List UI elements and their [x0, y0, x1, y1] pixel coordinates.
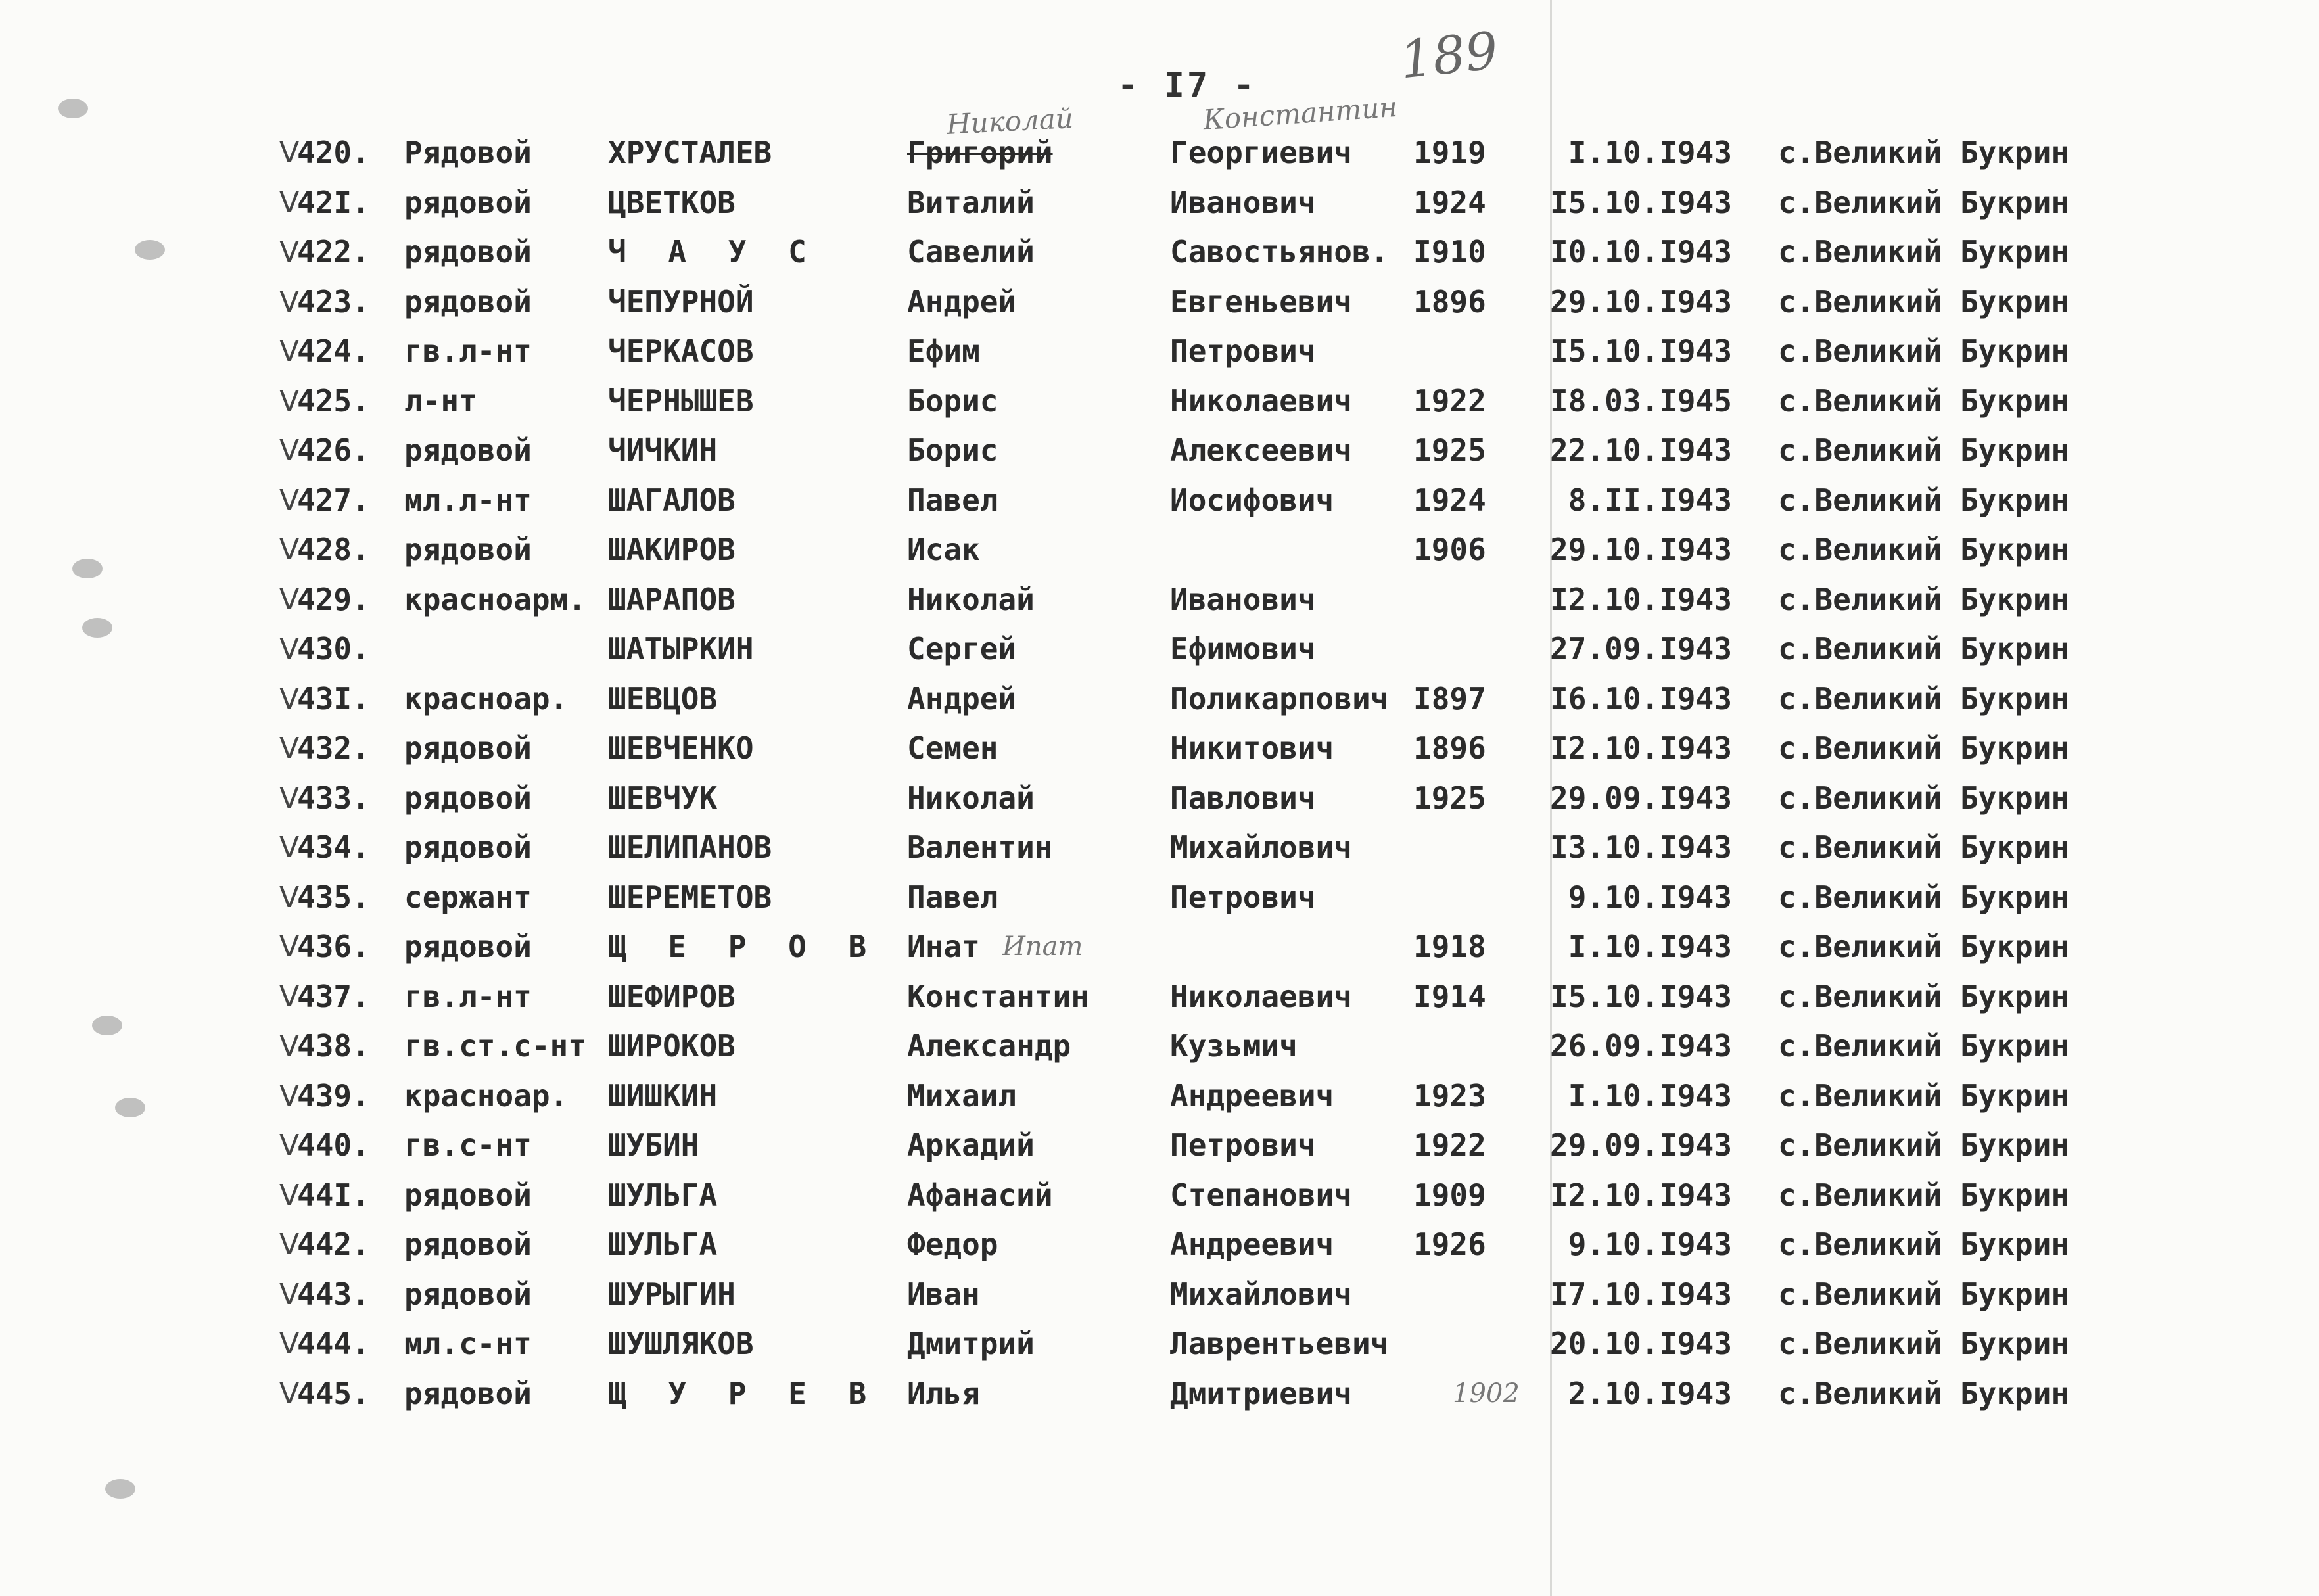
patronymic: Михайлович: [1170, 830, 1352, 865]
military-rank: гв.ст.с-нт: [404, 1028, 586, 1064]
table-row: [0, 1319, 2319, 1369]
death-date: 29.09.I943: [1550, 1127, 1732, 1163]
table-row: [0, 873, 2319, 923]
surname: ШУБИН: [608, 1127, 699, 1163]
table-row: [0, 674, 2319, 724]
punch-hole: [135, 240, 165, 260]
table-row: [0, 277, 2319, 327]
patronymic: Иванович: [1170, 184, 1316, 220]
given-name: Исак: [907, 532, 980, 567]
surname: ШУЛЬГА: [608, 1177, 718, 1213]
patronymic: Андреевич: [1170, 1077, 1334, 1114]
burial-place: с.Великий Букрин: [1778, 631, 2070, 667]
birth-year: I910: [1413, 234, 1486, 270]
check-mark: V: [279, 979, 300, 1014]
table-row: [0, 624, 2319, 674]
check-mark: V: [279, 1376, 300, 1411]
military-rank: рядовой: [404, 1276, 532, 1312]
birth-year: 1922: [1413, 383, 1486, 419]
burial-place: с.Великий Букрин: [1778, 135, 2070, 170]
birth-year: 1918: [1413, 929, 1486, 964]
punch-hole: [72, 559, 103, 578]
check-mark: V: [279, 732, 300, 765]
given-name: Григорий: [907, 135, 1053, 170]
burial-place: с.Великий Букрин: [1778, 283, 2070, 319]
patronymic: Андреевич: [1170, 1227, 1334, 1262]
table-row: [0, 525, 2319, 575]
birth-year: 1896: [1413, 283, 1486, 319]
burial-place: с.Великий Букрин: [1778, 482, 2070, 518]
surname: ЦВЕТКОВ: [608, 184, 736, 220]
record-number: 445.: [297, 1375, 370, 1411]
table-row: [0, 724, 2319, 774]
burial-place: с.Великий Букрин: [1778, 879, 2070, 915]
surname: Щ У Р Е В: [608, 1375, 879, 1411]
check-mark: V: [279, 533, 300, 567]
military-rank: красноар.: [404, 1077, 569, 1114]
death-date: 20.10.I943: [1550, 1326, 1732, 1361]
surname: ШЕВЦОВ: [608, 680, 718, 716]
record-number: 43I.: [297, 680, 370, 716]
burial-place: с.Великий Букрин: [1778, 1177, 2070, 1213]
check-mark: V: [279, 434, 300, 467]
record-number: 422.: [297, 234, 370, 270]
military-rank: мл.с-нт: [404, 1326, 532, 1361]
given-name: Афанасий: [907, 1177, 1053, 1213]
patronymic: Николаевич: [1170, 383, 1352, 419]
death-date: 8.II.I943: [1568, 482, 1732, 518]
patronymic: Николаевич: [1170, 978, 1352, 1014]
record-number: 439.: [297, 1077, 370, 1114]
death-date: 22.10.I943: [1550, 433, 1732, 468]
given-name: Инат: [907, 929, 980, 964]
given-name: Аркадий: [907, 1127, 1035, 1163]
military-rank: сержант: [404, 879, 532, 915]
punch-hole: [92, 1016, 122, 1035]
given-name: Федор: [907, 1227, 998, 1262]
birth-year: 1922: [1413, 1127, 1486, 1163]
patronymic: Лаврентьевич: [1170, 1326, 1389, 1361]
record-number: 44I.: [297, 1177, 370, 1213]
check-mark: V: [279, 235, 300, 269]
record-number: 425.: [297, 383, 370, 419]
burial-place: с.Великий Букрин: [1778, 532, 2070, 567]
patronymic: Алексеевич: [1170, 433, 1352, 468]
death-date: I.10.I943: [1568, 929, 1732, 964]
punch-hole: [105, 1479, 135, 1499]
given-name: Павел: [907, 482, 998, 518]
burial-place: с.Великий Букрин: [1778, 680, 2070, 716]
burial-place: с.Великий Букрин: [1778, 1375, 2070, 1411]
page-number: - I7 -: [1117, 66, 1257, 105]
given-name: Савелий: [907, 234, 1035, 270]
record-number: 433.: [297, 780, 370, 816]
birth-year: 1909: [1413, 1177, 1486, 1213]
table-row: [0, 1369, 2319, 1419]
surname: ШЕФИРОВ: [608, 978, 736, 1014]
punch-hole: [115, 1098, 145, 1117]
birth-year: 1925: [1413, 433, 1486, 468]
military-rank: гв.с-нт: [404, 1127, 532, 1163]
death-date: I2.10.I943: [1550, 581, 1732, 617]
check-mark: V: [279, 1327, 300, 1361]
given-name: Ефим: [907, 333, 980, 369]
record-number: 436.: [297, 929, 370, 964]
surname: ШЕВЧЕНКО: [608, 730, 754, 766]
given-name: Константин: [907, 978, 1089, 1014]
military-rank: рядовой: [404, 780, 532, 816]
record-number: 428.: [297, 532, 370, 567]
death-date: I5.10.I943: [1550, 184, 1732, 220]
given-name: Николай: [907, 780, 1035, 816]
surname: ШИШКИН: [608, 1077, 718, 1114]
military-rank: гв.л-нт: [404, 978, 532, 1014]
burial-place: с.Великий Букрин: [1778, 581, 2070, 617]
given-name: Валентин: [907, 830, 1053, 865]
birth-year: 1924: [1413, 184, 1486, 220]
surname: ШЕРЕМЕТОВ: [608, 879, 772, 915]
patronymic: Георгиевич: [1170, 135, 1352, 170]
table-row: [0, 922, 2319, 972]
surname: ШЕВЧУК: [608, 780, 718, 816]
record-number: 434.: [297, 830, 370, 865]
table-row: [0, 774, 2319, 824]
burial-place: с.Великий Букрин: [1778, 184, 2070, 220]
given-name: Александр: [907, 1028, 1071, 1064]
death-date: I.10.I943: [1568, 135, 1732, 170]
table-row: [0, 1071, 2319, 1121]
death-date: I8.03.I945: [1550, 383, 1732, 419]
check-mark: V: [279, 1129, 300, 1162]
death-date: 29.09.I943: [1550, 780, 1732, 816]
record-number: 437.: [297, 978, 370, 1014]
archive-number-handwritten: 189: [1397, 21, 1501, 91]
surname: ШЕЛИПАНОВ: [608, 830, 772, 865]
record-number: 423.: [297, 283, 370, 319]
check-mark: V: [279, 831, 300, 864]
table-row: [0, 1171, 2319, 1221]
table-row: [0, 227, 2319, 277]
military-rank: рядовой: [404, 929, 532, 964]
birth-year: I914: [1413, 978, 1486, 1014]
death-date: I0.10.I943: [1550, 234, 1732, 270]
record-number: 426.: [297, 433, 370, 468]
table-row: [0, 327, 2319, 377]
given-name: Андрей: [907, 283, 1017, 319]
check-mark: V: [279, 1029, 300, 1063]
surname: ШИРОКОВ: [608, 1028, 736, 1064]
patronymic: Степанович: [1170, 1177, 1352, 1213]
surname: ШАТЫРКИН: [608, 631, 754, 667]
death-date: I2.10.I943: [1550, 730, 1732, 766]
death-date: 27.09.I943: [1550, 631, 1732, 667]
record-number: 442.: [297, 1227, 370, 1262]
table-row: [0, 377, 2319, 427]
birth-year: 1906: [1413, 532, 1486, 567]
table-row: [0, 178, 2319, 228]
birth-year: 1896: [1413, 730, 1486, 766]
military-rank: рядовой: [404, 283, 532, 319]
record-number: 443.: [297, 1276, 370, 1312]
record-number: 432.: [297, 730, 370, 766]
military-rank: рядовой: [404, 532, 532, 567]
surname: ШУШЛЯКОВ: [608, 1326, 754, 1361]
surname: Щ Е Р О В: [608, 929, 879, 964]
death-date: 2.10.I943: [1568, 1375, 1732, 1411]
table-row: [0, 1121, 2319, 1171]
given-name: Павел: [907, 879, 998, 915]
record-number: 424.: [297, 333, 370, 369]
birth-year: I897: [1413, 680, 1486, 716]
given-name: Иван: [907, 1276, 980, 1312]
military-rank: рядовой: [404, 1375, 532, 1411]
military-rank: Рядовой: [404, 135, 532, 170]
record-number: 427.: [297, 482, 370, 518]
surname: ХРУСТАЛЕВ: [608, 135, 772, 170]
check-mark: V: [279, 185, 300, 220]
check-mark: V: [279, 781, 300, 815]
punch-hole: [58, 99, 88, 118]
military-rank: рядовой: [404, 234, 532, 270]
surname: ШАРАПОВ: [608, 581, 736, 617]
death-date: I3.10.I943: [1550, 830, 1732, 865]
table-row: [0, 972, 2319, 1022]
given-name: Виталий: [907, 184, 1035, 220]
death-date: 26.09.I943: [1550, 1028, 1732, 1064]
check-mark: V: [279, 582, 300, 617]
check-mark: V: [279, 1178, 300, 1212]
death-date: 9.10.I943: [1568, 879, 1732, 915]
patronymic: Петрович: [1170, 333, 1316, 369]
table-row: [0, 1270, 2319, 1320]
given-name: Борис: [907, 433, 998, 468]
death-date: I5.10.I943: [1550, 978, 1732, 1014]
patronymic: Евгеньевич: [1170, 283, 1352, 319]
burial-place: с.Великий Букрин: [1778, 1028, 2070, 1064]
military-rank: рядовой: [404, 730, 532, 766]
death-date: 29.10.I943: [1550, 283, 1732, 319]
patronymic: Поликарпович: [1170, 680, 1389, 716]
burial-place: с.Великий Букрин: [1778, 780, 2070, 816]
patronymic: Никитович: [1170, 730, 1334, 766]
punch-hole: [82, 618, 112, 638]
patronymic: Петрович: [1170, 1127, 1316, 1163]
death-date: I7.10.I943: [1550, 1276, 1732, 1312]
death-date: 9.10.I943: [1568, 1227, 1732, 1262]
birth-year: 1924: [1413, 482, 1486, 518]
military-rank: рядовой: [404, 1177, 532, 1213]
military-rank: мл.л-нт: [404, 482, 532, 518]
death-date: 29.10.I943: [1550, 532, 1732, 567]
burial-list: [0, 128, 2319, 1419]
record-number: 435.: [297, 879, 370, 915]
check-mark: V: [279, 682, 300, 716]
check-mark: V: [279, 1277, 300, 1311]
birth-year: 1923: [1413, 1077, 1486, 1114]
surname: ЧЕПУРНОЙ: [608, 283, 754, 319]
patronymic: Павлович: [1170, 780, 1316, 816]
handwritten-year-annotation: 1902: [1453, 1378, 1520, 1409]
death-date: I2.10.I943: [1550, 1177, 1732, 1213]
given-name: Михаил: [907, 1077, 1017, 1114]
surname: ШУРЫГИН: [608, 1276, 736, 1312]
birth-year: 1926: [1413, 1227, 1486, 1262]
military-rank: рядовой: [404, 1227, 532, 1262]
burial-place: с.Великий Букрин: [1778, 1127, 2070, 1163]
record-number: 420.: [297, 135, 370, 170]
death-date: I5.10.I943: [1550, 333, 1732, 369]
military-rank: рядовой: [404, 184, 532, 220]
patronymic: Петрович: [1170, 879, 1316, 915]
given-name: Дмитрий: [907, 1326, 1035, 1361]
surname: ШАГАЛОВ: [608, 482, 736, 518]
death-date: I6.10.I943: [1550, 680, 1732, 716]
burial-place: с.Великий Букрин: [1778, 1227, 2070, 1262]
surname: ЧЕРКАСОВ: [608, 333, 754, 369]
patronymic: Михайлович: [1170, 1276, 1352, 1312]
military-rank: красноар.: [404, 680, 569, 716]
check-mark: V: [279, 285, 300, 319]
patronymic: Савостьянов.: [1170, 234, 1389, 270]
given-name: Николай: [907, 581, 1035, 617]
patronymic: Ефимович: [1170, 631, 1316, 667]
given-name: Семен: [907, 730, 998, 766]
burial-place: с.Великий Букрин: [1778, 1326, 2070, 1361]
check-mark: V: [279, 483, 300, 517]
surname: Ч А У С: [608, 234, 818, 270]
given-name: Сергей: [907, 631, 1017, 667]
record-number: 438.: [297, 1028, 370, 1064]
record-number: 430.: [297, 631, 370, 667]
given-name: Андрей: [907, 680, 1017, 716]
table-row: [0, 1021, 2319, 1071]
handwritten-given-name-correction: Николай: [945, 101, 1075, 141]
record-number: 440.: [297, 1127, 370, 1163]
given-name: Илья: [907, 1375, 980, 1411]
record-number: 444.: [297, 1326, 370, 1361]
check-mark: V: [279, 880, 300, 914]
patronymic: Дмитриевич: [1170, 1375, 1352, 1411]
table-row: [0, 1220, 2319, 1270]
check-mark: V: [279, 1079, 300, 1113]
check-mark: V: [279, 1228, 300, 1261]
surname: ЧЕРНЫШЕВ: [608, 383, 754, 419]
burial-place: с.Великий Букрин: [1778, 730, 2070, 766]
patronymic: Кузьмич: [1170, 1028, 1298, 1064]
burial-place: с.Великий Букрин: [1778, 929, 2070, 964]
check-mark: V: [279, 930, 300, 964]
check-mark: V: [279, 136, 300, 170]
military-rank: гв.л-нт: [404, 333, 532, 369]
military-rank: рядовой: [404, 830, 532, 865]
death-date: I.10.I943: [1568, 1077, 1732, 1114]
patronymic: Иванович: [1170, 581, 1316, 617]
burial-place: с.Великий Букрин: [1778, 383, 2070, 419]
burial-place: с.Великий Букрин: [1778, 433, 2070, 468]
burial-place: с.Великий Букрин: [1778, 830, 2070, 865]
table-row: [0, 426, 2319, 476]
given-name: Борис: [907, 383, 998, 419]
handwritten-patronymic-correction: Константин: [1202, 90, 1399, 137]
check-mark: V: [279, 335, 300, 368]
surname: ШАКИРОВ: [608, 532, 736, 567]
birth-year: 1925: [1413, 780, 1486, 816]
check-mark: V: [279, 384, 300, 418]
table-row: [0, 575, 2319, 625]
handwritten-name-annotation: Ипат: [1002, 931, 1083, 962]
burial-place: с.Великий Букрин: [1778, 234, 2070, 270]
burial-place: с.Великий Букрин: [1778, 1276, 2070, 1312]
patronymic: Иосифович: [1170, 482, 1334, 518]
burial-place: с.Великий Букрин: [1778, 333, 2070, 369]
military-rank: красноарм.: [404, 581, 586, 617]
record-number: 42I.: [297, 184, 370, 220]
record-number: 429.: [297, 581, 370, 617]
check-mark: V: [279, 632, 300, 666]
table-row: [0, 128, 2319, 178]
military-rank: л-нт: [404, 383, 477, 419]
table-row: [0, 476, 2319, 526]
table-row: [0, 823, 2319, 873]
burial-place: с.Великий Букрин: [1778, 978, 2070, 1014]
burial-place: с.Великий Букрин: [1778, 1077, 2070, 1114]
surname: ШУЛЬГА: [608, 1227, 718, 1262]
birth-year: 1919: [1413, 135, 1486, 170]
surname: ЧИЧКИН: [608, 433, 718, 468]
military-rank: рядовой: [404, 433, 532, 468]
